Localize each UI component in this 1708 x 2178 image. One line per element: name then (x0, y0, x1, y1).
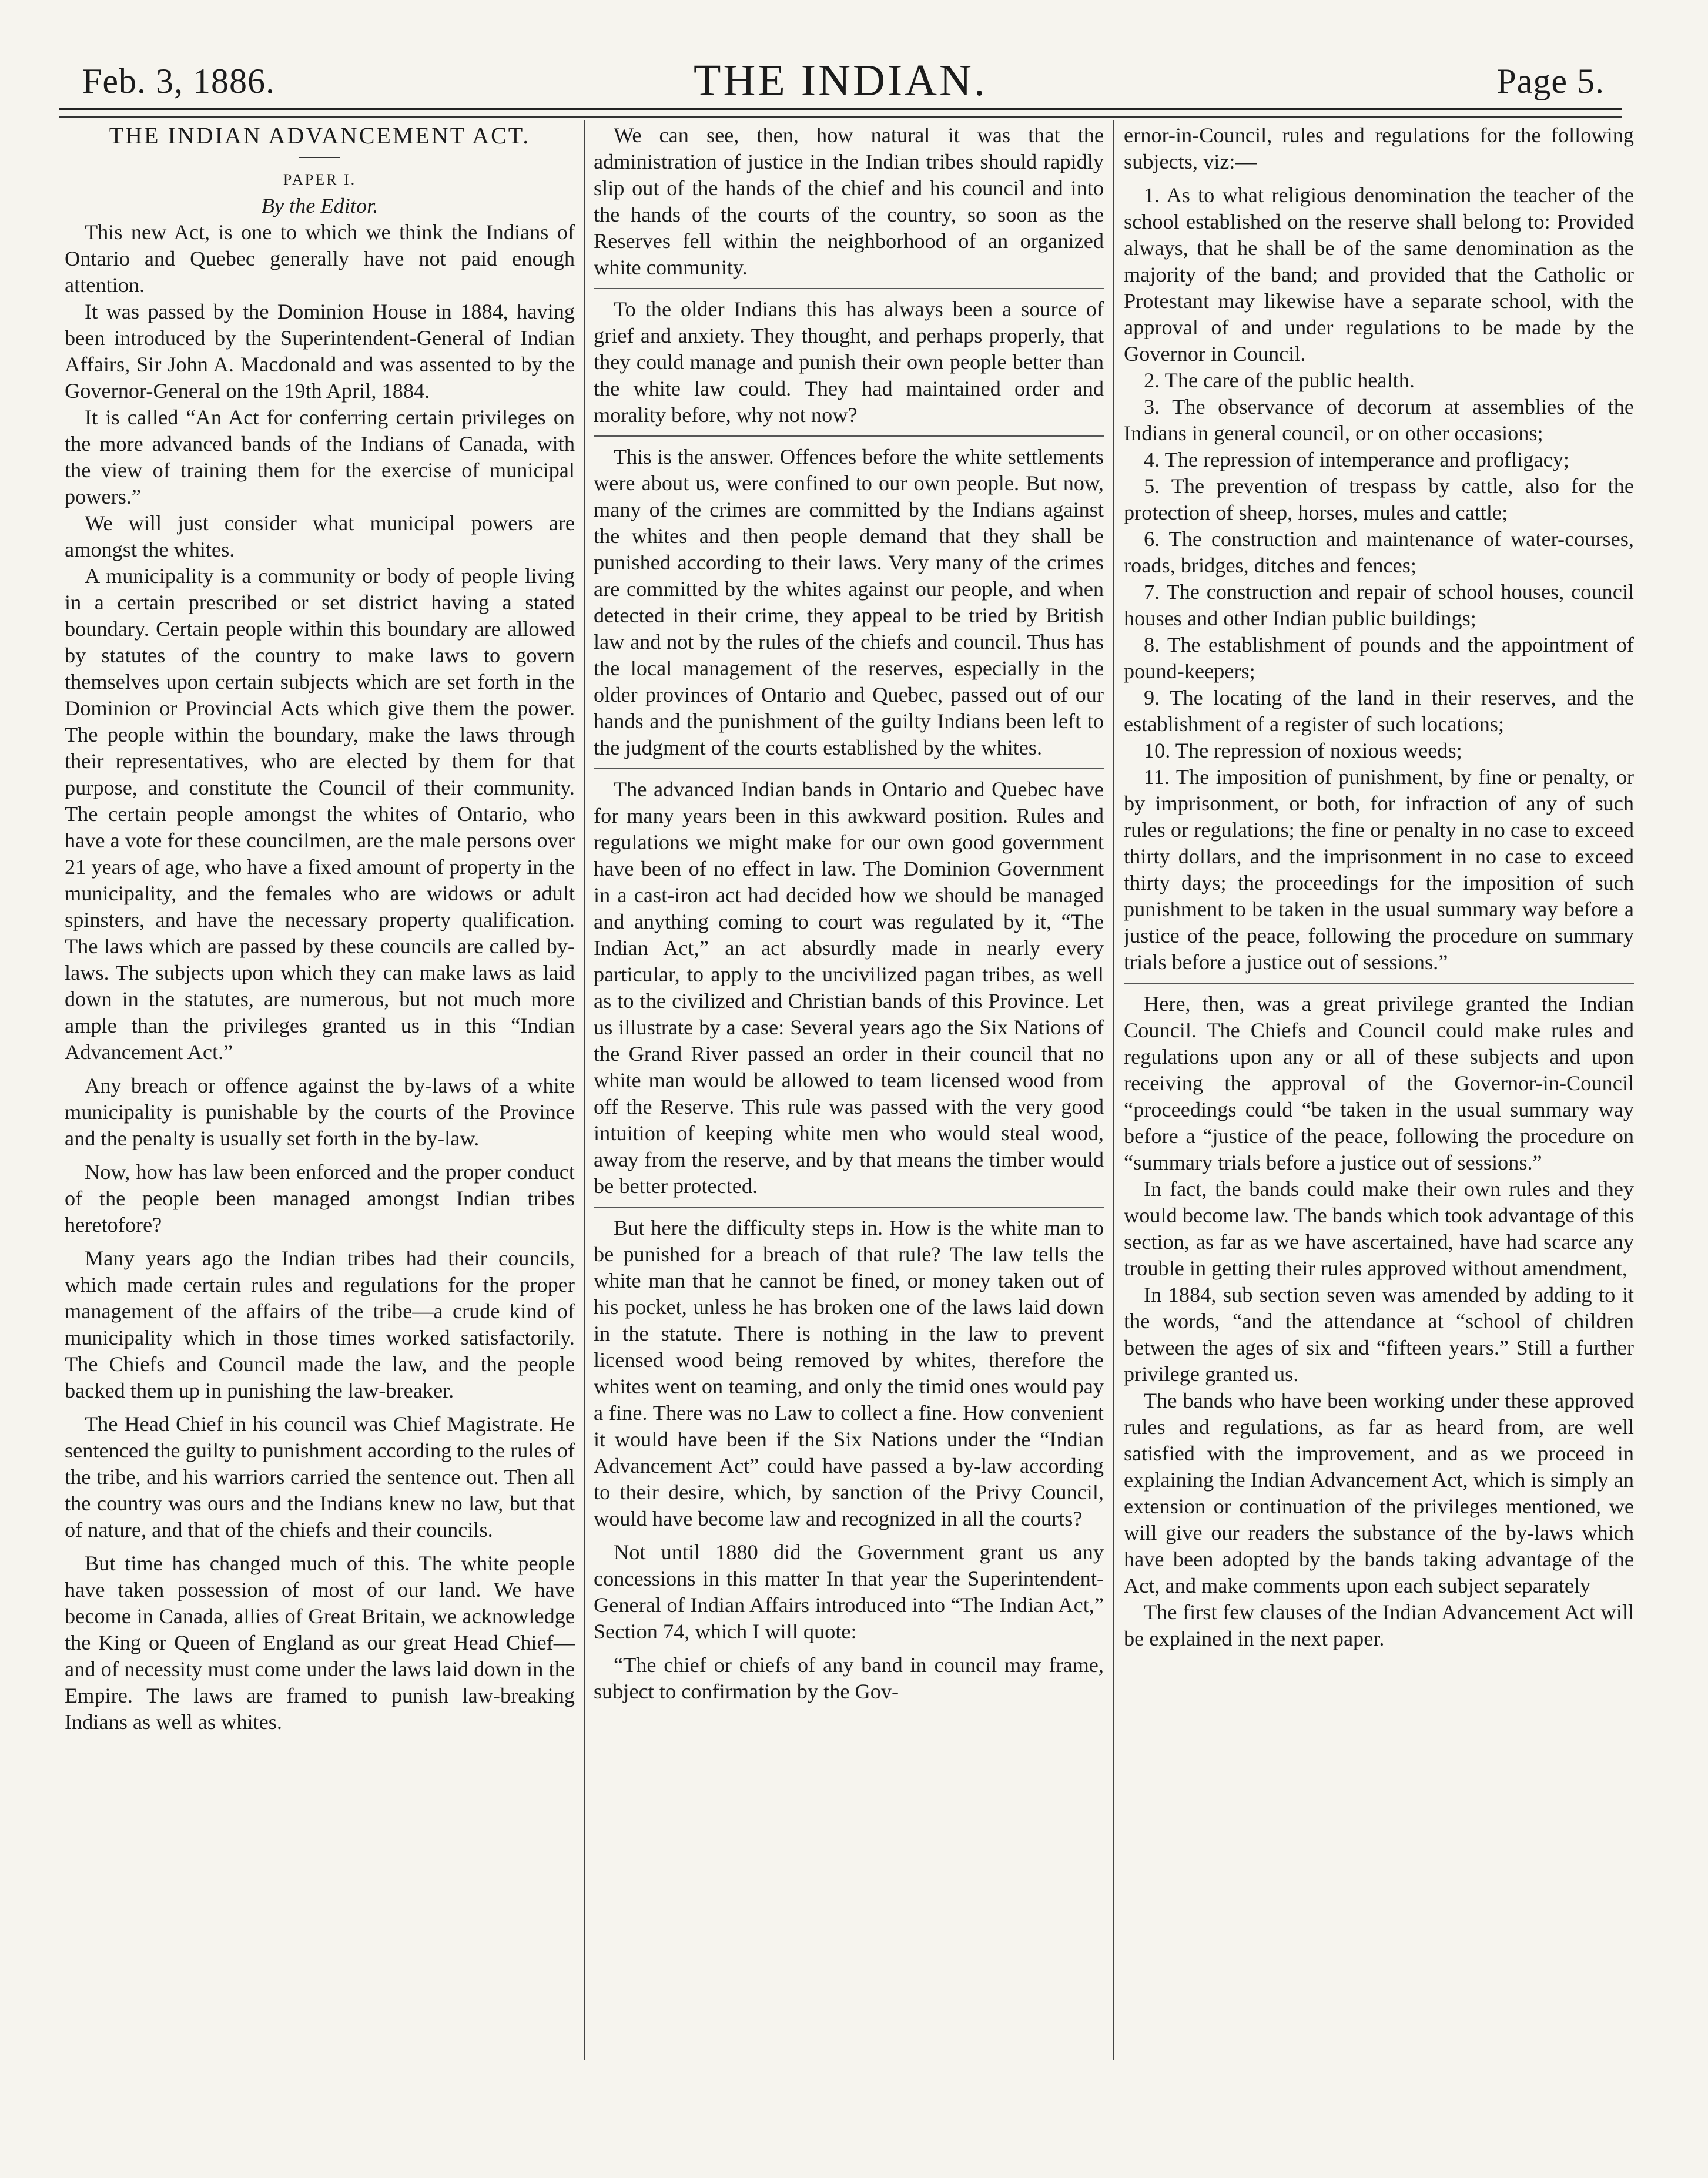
paper-label: PAPER I. (283, 171, 357, 188)
paragraph: The advanced Indian bands in Ontario and Quebec have for many years been in this awkward position. Rules and regulations we might make for our own good government have been of no effect in law. The Dominion Government in a cast-iron act had decided how we should be managed and anything coming to court was regulated by it, “The Indian Act,” an act absurdly made in nearly every particular, to apply to the uncivilized pagan tribes, as well as to the civilized and Christian bands of this Province. Let us illustrate by a case: Several years ago the Six Nations of the Grand River passed an order in their council that no white man would be allowed to team licensed wood from off the Reserve. This rule was passed with the very good intuition of keeping white men who would steal wood, away from the reserve, and by that means the timber would be better protected. (594, 778, 1104, 1198)
paragraph-rule (594, 288, 1104, 289)
byline: By the Editor. (261, 194, 379, 217)
list-item: 4. The repression of intemperance and profligacy; (1144, 448, 1569, 471)
paragraph: ernor-in-Council, rules and regulations for the following subjects, viz:— (1124, 123, 1634, 173)
masthead-rule (59, 108, 1622, 110)
paragraph: Here, then, was a great privilege granted the Indian Council. The Chiefs and Council could make rules and regulations upon any or all of these subjects and upon receiving the approval of the Governor-in-Council “proceedings could “be taken in the usual summary way before a “justice of the peace, following the procedure on “summary trials before a justice out of sessions.” (1124, 992, 1634, 1174)
paragraph: But here the difficulty steps in. How is the white man to be punished for a breach of that rule? The law tells the white man that he cannot be fined, or money taken out of his pocket, unless he has broken one of the laws laid down in the statute. There is nothing in the law to prevent licensed wood being removed by whites, therefore the whites went on teaming, and only the timid ones would pay a fine. There was no Law to collect a fine. How convenient it would have been if the Six Nations under the “Indian Advancement Act” could have passed a by-law according to their desire, which, by sanction of the Privy Council, would have become law and recognized in all the courts? (594, 1216, 1104, 1530)
list-item: 10. The repression of noxious weeds; (1144, 739, 1462, 762)
paragraph: Any breach or offence against the by-laws of a white municipality is punishable by the courts of the Province and the penalty is usually set forth in the by-law. (65, 1074, 575, 1150)
paragraph: This is the answer. Offences before the white settlements were about us, were confined to our own people. But now, many of the crimes are committed by the Indians against the whites and then people demand that they shall be punished according to their laws. Very many of the crimes are committed by the whites against our people, and when detected in their crime, they appeal to be tried by British law and not by the rules of the chiefs and council. Thus has the local management of the reserves, especially in the older provinces of Ontario and Quebec, passed out of our hands and the punishment of the guilty Indians been left to the judgment of the courts established by the whites. (594, 445, 1104, 759)
masthead (59, 35, 1622, 105)
column-2 (594, 122, 1104, 2115)
list-item: 11. The imposition of punishment, by fine or penalty, or by imprisonment, or both, for infraction of any of such rules or regulations; the fine or penalty in no case to exceed thirty dollars, and the imprisonment in no case to exceed thirty days; the proceedings for the imposition of such punishment to be taken in the usual summary way before a justice of the peace, following the procedure on summary trials before a justice out of sessions.” (1124, 765, 1634, 974)
title-rule (299, 157, 340, 158)
paragraph-rule (594, 1207, 1104, 1208)
paragraph: Now, how has law been enforced and the proper conduct of the people been managed amongst Indian tribes heretofore? (65, 1160, 575, 1237)
issue-date: Feb. 3, 1886. (82, 62, 275, 100)
paragraph: To the older Indians this has always been a source of grief and anxiety. They thought, and perhaps properly, that they could manage and punish their own people better than the white law could. They had maintained order and morality before, why not now? (594, 297, 1104, 427)
column-divider (1113, 120, 1114, 2060)
list-item: 8. The establishment of pounds and the appointment of pound-keepers; (1124, 633, 1634, 683)
paragraph-rule (1124, 983, 1634, 984)
paragraph: In fact, the bands could make their own rules and they would become law. The bands which took advantage of this section, as far as we have ascertained, have had scarce any trouble in getting their rules approved without amendment, (1124, 1177, 1634, 1280)
paragraph: Many years ago the Indian tribes had their councils, which made certain rules and regulations for the proper management of the affairs of the tribe—a crude kind of municipality which in those times worked satisfactorily. The Chiefs and Council made the law, and the people backed them up in punishing the law-breaker. (65, 1247, 575, 1402)
column-1 (65, 122, 575, 2115)
paragraph: It is called “An Act for conferring certain privileges on the more advanced bands of the Indians of Canada, with the view of training them for the exercise of municipal powers.” (65, 406, 575, 508)
list-item: 3. The observance of decorum at assemblies of the Indians in general council, or on other occasions; (1124, 395, 1634, 445)
paragraph: The first few clauses of the Indian Advancement Act will be explained in the next paper. (1124, 1600, 1634, 1650)
page-number: Page 5. (1496, 62, 1605, 100)
column-divider (584, 120, 585, 2060)
list-item: 1. As to what religious denomination the teacher of the school established on the reserve shall belong to: Provided always, that he shall be of the same denomination as the majority of the band; and provided that the Catholic or Protestant may likewise have a separate school, with the approval of and under regulations to be made by the Governor in Council. (1124, 183, 1634, 366)
masthead-rule-thin (59, 116, 1622, 118)
paragraph: It was passed by the Dominion House in 1884, having been introduced by the Superintendent-General of Indian Affairs, Sir John A. Macdonald and was assented to by the Governor-General on the 19th April, 1884. (65, 300, 575, 403)
paragraph-rule (594, 768, 1104, 769)
paragraph: The Head Chief in his council was Chief Magistrate. He sentenced the guilty to punishment according to the rules of the tribe, and his warriors carried the sentence out. Then all the country was ours and the Indians knew no law, but that of nature, and that of the chiefs and their councils. (65, 1412, 575, 1542)
article-title: THE INDIAN ADVANCEMENT ACT. (109, 122, 531, 149)
paragraph: A municipality is a community or body of people living in a certain prescribed or set district having a stated boundary. Certain people within this boundary are allowed by statutes of the country to make laws to govern themselves upon certain subjects which are set forth in the Dominion or Provincial Acts which give them the power. The people within the boundary, make the laws through their representatives, who are elected by them for that purpose, and constitute the Council of their community. The certain people amongst the whites of Ontario, who have a vote for these councilmen, are the male persons over 21 years of age, who have a fixed amount of property in the municipality, and the females who are widows or adult spinsters, and have the necessary property qualification. The laws which are passed by these councils are called by-laws. The subjects upon which they can make laws as laid down in the statutes, are numerous, but not much more ample than the privileges granted us in this “Indian Advancement Act.” (65, 564, 575, 1064)
list-item: 9. The locating of the land in their reserves, and the establishment of a register of such locations; (1124, 686, 1634, 736)
paragraph: We will just consider what municipal powers are amongst the whites. (65, 511, 575, 561)
paragraph: Not until 1880 did the Government grant us any concessions in this matter In that year the Superintendent-General of Indian Affairs introduced into “The Indian Act,” Section 74, which I will quote: (594, 1540, 1104, 1643)
column-3 (1124, 122, 1634, 2115)
list-item: 2. The care of the public health. (1144, 368, 1415, 392)
list-item: 7. The construction and repair of school houses, council houses and other Indian public buildings; (1124, 580, 1634, 630)
paragraph-rule (594, 435, 1104, 437)
paragraph: But time has changed much of this. The white people have taken possession of most of our land. We have become in Canada, allies of Great Britain, we acknowledge the King or Queen of England as our great Head Chief—and of necessity must come under the laws laid down in the Empire. The laws are framed to punish law-breaking Indians as well as whites. (65, 1552, 575, 1734)
paragraph: We can see, then, how natural it was that the administration of justice in the Indian tribes should rapidly slip out of the hands of the chief and his council and into the hands of the courts of the country, so soon as the Reserves fell within the neighborhood of an organized white community. (594, 123, 1104, 279)
paragraph: The bands who have been working under these approved rules and regulations, as far as heard from, are well satisfied with the improvement, and as we proceed in explaining the Indian Advancement Act, which is simply an extension or continuation of the privileges mentioned, we will give our readers the substance of the by-laws which have been adopted by the bands taking advantage of the Act, and make comments upon each subject separately (1124, 1389, 1634, 1597)
paragraph: “The chief or chiefs of any band in council may frame, subject to confirmation by the Gov- (594, 1653, 1104, 1703)
paragraph: In 1884, sub section seven was amended by adding to it the words, “and the attendance at “school of children between the ages of six and “fifteen years.” Still a further privilege granted us. (1124, 1283, 1634, 1386)
list-item: 6. The construction and maintenance of water-courses, roads, bridges, ditches and fences; (1124, 527, 1634, 577)
paragraph: This new Act, is one to which we think the Indians of Ontario and Quebec generally have not paid enough attention. (65, 220, 575, 297)
newspaper-title: THE INDIAN. (694, 56, 987, 105)
list-item: 5. The prevention of trespass by cattle, also for the protection of sheep, horses, mules and cattle; (1124, 474, 1634, 524)
